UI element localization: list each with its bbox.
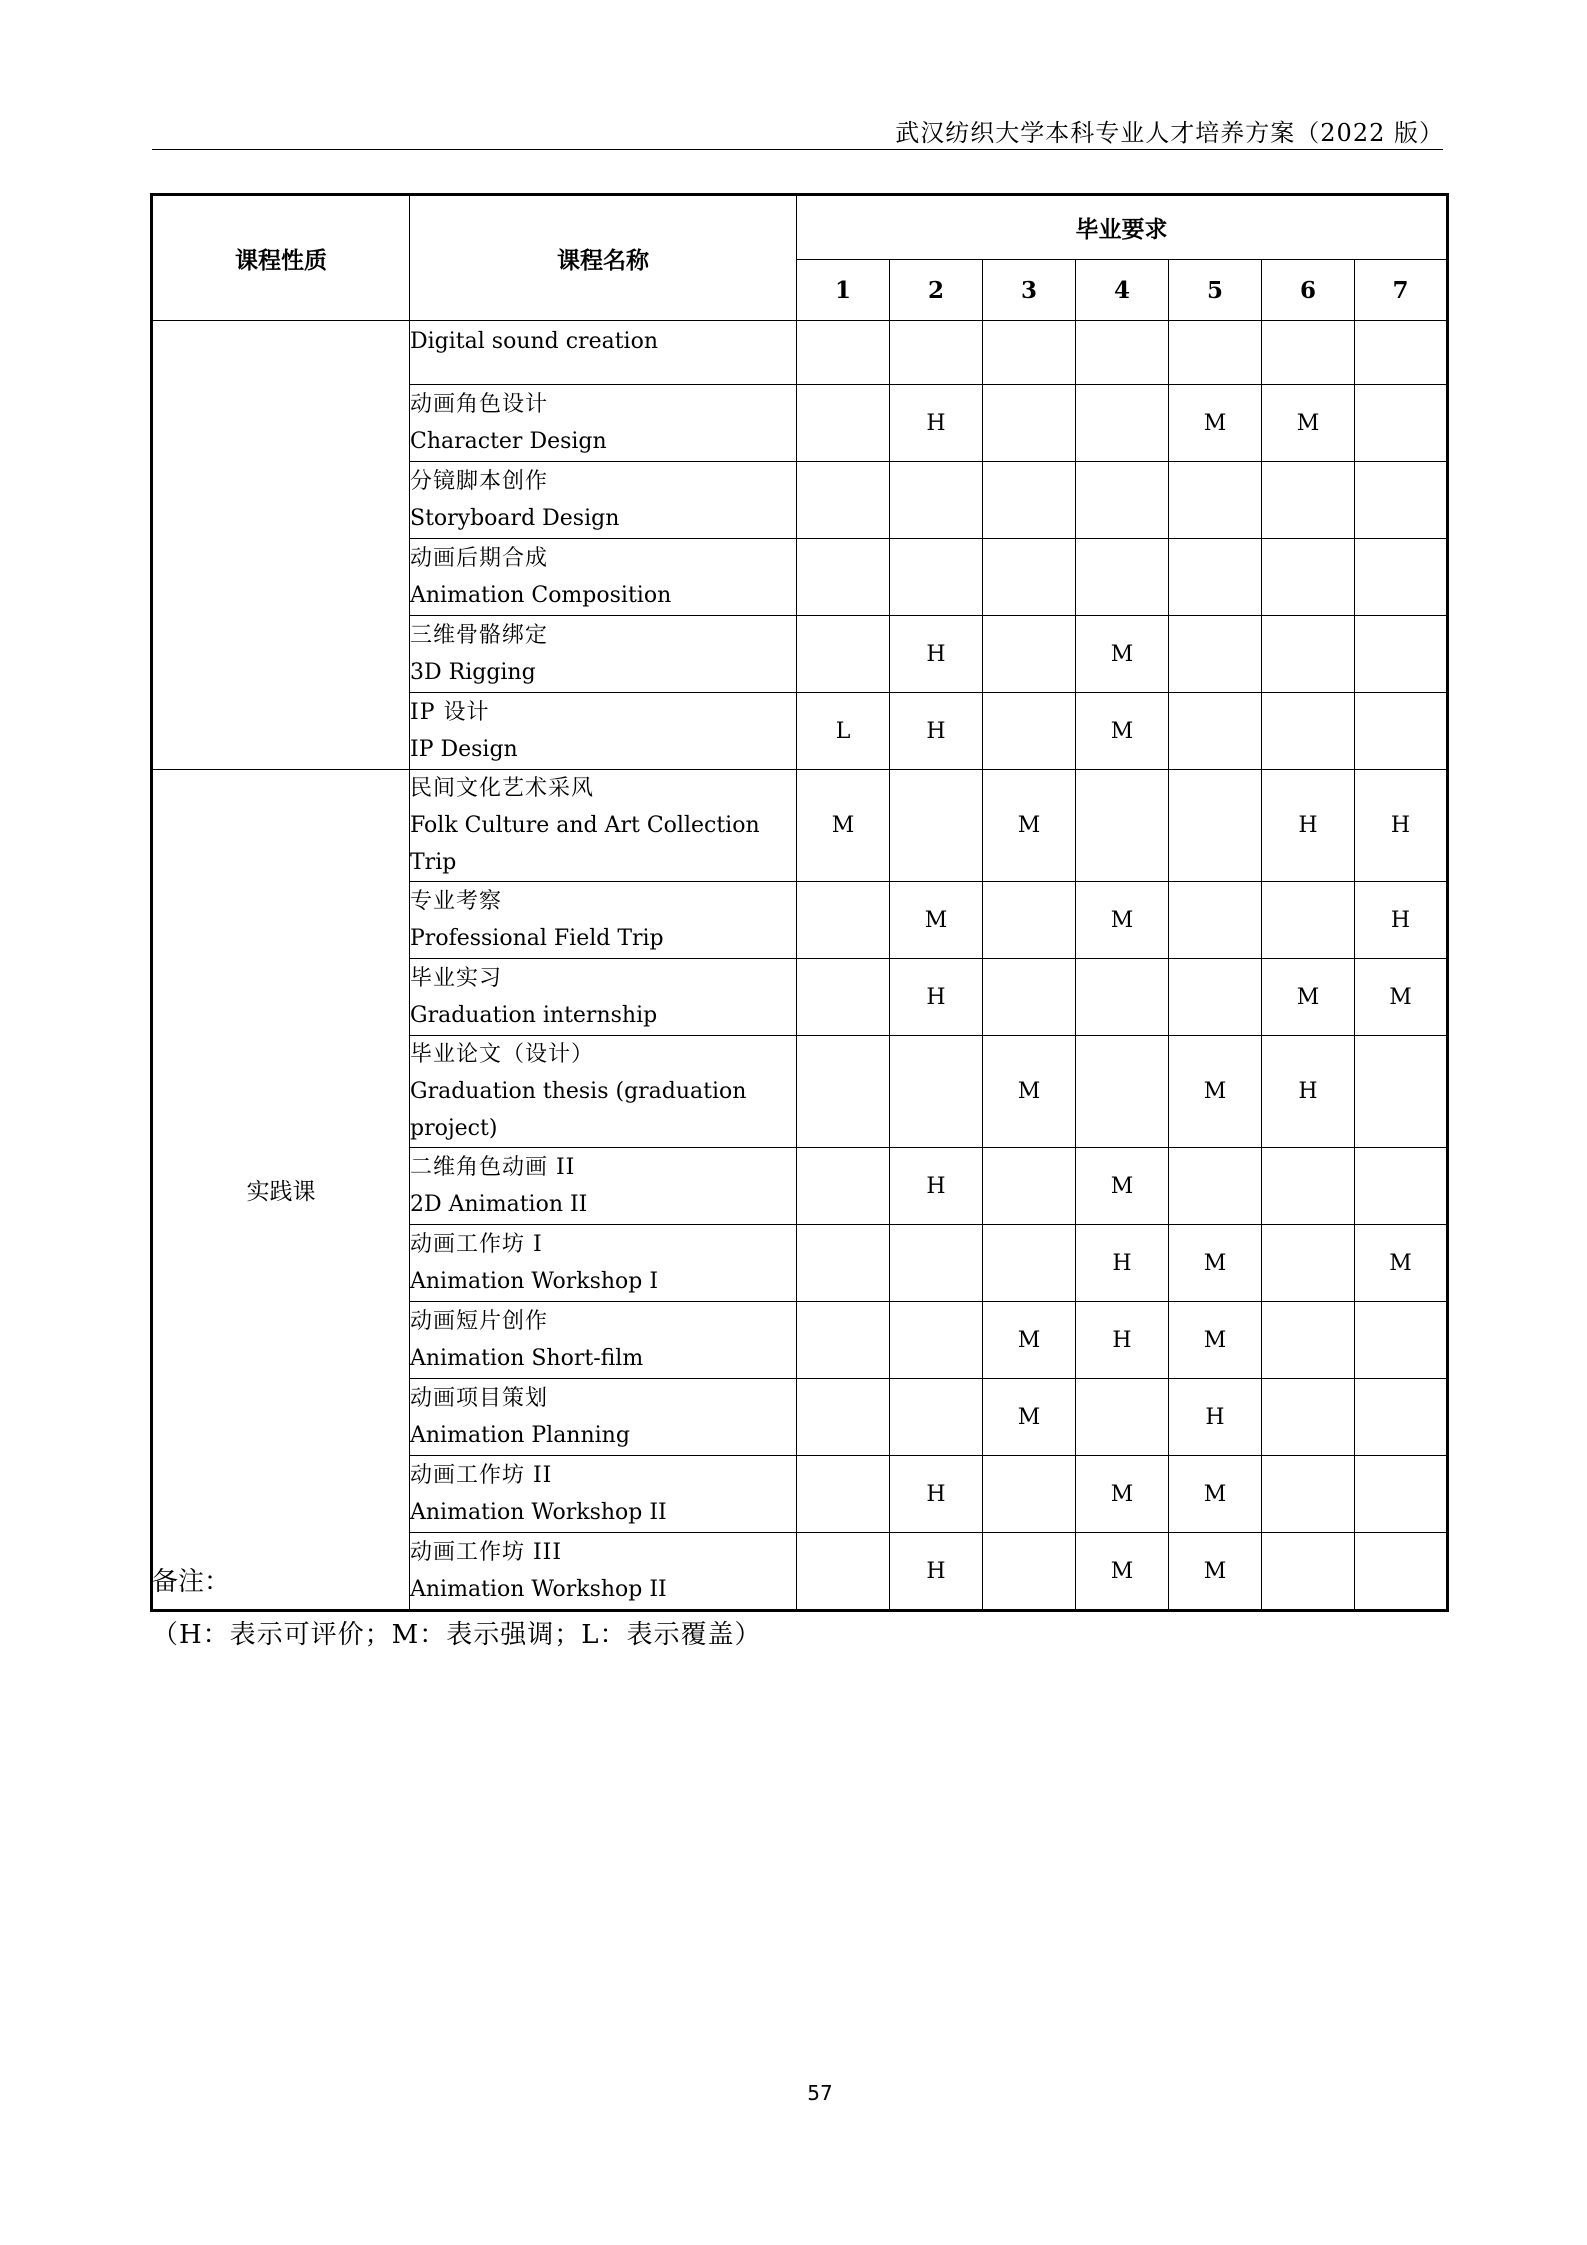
requirement-level-cell: M <box>1262 385 1355 462</box>
requirement-level-cell <box>1355 539 1448 616</box>
course-name-en: Animation Workshop II <box>410 1577 667 1602</box>
requirement-level-cell <box>797 462 890 539</box>
course-name-cell <box>410 1456 797 1533</box>
requirement-level-cell <box>983 1225 1076 1302</box>
requirement-level-cell <box>890 770 983 882</box>
course-name-cell <box>410 1225 797 1302</box>
course-name-cell <box>410 770 797 882</box>
requirement-level-cell: M <box>1169 1225 1262 1302</box>
requirement-level-cell: M <box>1076 1148 1169 1225</box>
requirement-level-cell: M <box>1169 1533 1262 1611</box>
course-name-en: Animation Short-film <box>410 1346 644 1371</box>
requirement-level-cell <box>797 1148 890 1225</box>
course-name-cell <box>410 1036 797 1148</box>
requirement-level-cell <box>1355 693 1448 770</box>
requirement-level-cell <box>1076 539 1169 616</box>
course-name-en: Graduation thesis (graduation project) <box>410 1079 747 1141</box>
requirement-level-cell <box>1076 321 1169 385</box>
requirement-level-cell <box>797 1225 890 1302</box>
course-name-cell <box>410 385 797 462</box>
requirement-level-cell: M <box>983 770 1076 882</box>
requirement-level-cell <box>1355 1302 1448 1379</box>
requirement-level-cell <box>1355 385 1448 462</box>
course-name-cell <box>410 959 797 1036</box>
requirement-level-cell <box>1262 1225 1355 1302</box>
course-name-en: Storyboard Design <box>410 506 620 531</box>
requirement-level-cell <box>983 1456 1076 1533</box>
requirement-level-cell <box>1355 321 1448 385</box>
requirement-level-cell <box>890 1225 983 1302</box>
requirement-level-cell: H <box>890 1533 983 1611</box>
course-name-zh: 动画后期合成 <box>410 546 549 571</box>
course-name-zh: 动画工作坊 II <box>410 1463 553 1488</box>
requirement-level-cell <box>890 321 983 385</box>
requirement-level-cell <box>1355 1456 1448 1533</box>
requirement-level-cell <box>983 882 1076 959</box>
course-name-zh: IP 设计 <box>410 700 490 725</box>
requirement-number: 1 <box>797 260 890 321</box>
requirement-level-cell: M <box>1169 1302 1262 1379</box>
requirement-level-cell <box>1262 1456 1355 1533</box>
requirement-level-cell <box>983 1148 1076 1225</box>
course-name-zh: 动画项目策划 <box>410 1386 549 1411</box>
course-name-zh: 动画短片创作 <box>410 1309 549 1334</box>
requirement-level-cell: M <box>1076 1456 1169 1533</box>
requirement-level-cell <box>797 1456 890 1533</box>
requirement-level-cell: M <box>983 1379 1076 1456</box>
course-name-cell <box>410 1379 797 1456</box>
requirement-level-cell: H <box>1076 1302 1169 1379</box>
course-name-en: Digital sound creation <box>410 329 658 354</box>
requirement-level-cell <box>1076 770 1169 882</box>
requirement-level-cell: H <box>1076 1225 1169 1302</box>
course-name-en: Graduation internship <box>410 1003 658 1028</box>
course-name-cell <box>410 693 797 770</box>
requirement-level-cell <box>1262 1302 1355 1379</box>
requirement-level-cell: M <box>1169 385 1262 462</box>
requirement-level-cell <box>1262 321 1355 385</box>
requirement-level-cell: H <box>1169 1379 1262 1456</box>
requirement-level-cell: M <box>983 1036 1076 1148</box>
requirement-number: 3 <box>983 260 1076 321</box>
requirement-level-cell <box>1262 616 1355 693</box>
requirement-level-cell <box>1262 539 1355 616</box>
requirement-level-cell: H <box>1262 770 1355 882</box>
requirement-number: 7 <box>1355 260 1448 321</box>
requirement-level-cell <box>1262 882 1355 959</box>
requirement-level-cell: M <box>1076 693 1169 770</box>
requirement-level-cell <box>1355 462 1448 539</box>
requirement-level-cell: M <box>1076 616 1169 693</box>
course-name-en: 3D Rigging <box>410 660 536 685</box>
requirement-level-cell <box>983 1533 1076 1611</box>
course-name-zh: 专业考察 <box>410 889 503 914</box>
course-name-zh: 动画工作坊 I <box>410 1232 543 1257</box>
requirement-level-cell <box>983 321 1076 385</box>
course-name-en: IP Design <box>410 737 518 762</box>
course-name-en: 2D Animation II <box>410 1192 588 1217</box>
requirement-level-cell <box>797 1533 890 1611</box>
course-name-cell <box>410 321 797 385</box>
course-name-en: Character Design <box>410 429 607 454</box>
requirement-level-cell <box>1169 959 1262 1036</box>
requirement-level-cell <box>797 1379 890 1456</box>
requirement-number: 5 <box>1169 260 1262 321</box>
requirement-level-cell: H <box>890 385 983 462</box>
table-row <box>152 321 1448 385</box>
requirement-level-cell: H <box>890 1456 983 1533</box>
course-name-cell <box>410 539 797 616</box>
header-course-category: 课程性质 <box>152 195 410 321</box>
graduation-requirements-matrix <box>150 193 1449 1612</box>
requirement-level-cell <box>1169 882 1262 959</box>
requirement-level-cell <box>1076 385 1169 462</box>
page-number: 57 <box>807 2081 833 2105</box>
requirement-level-cell <box>1262 1379 1355 1456</box>
table-header-row <box>152 195 1448 260</box>
requirement-level-cell: H <box>890 693 983 770</box>
requirement-level-cell: M <box>1076 882 1169 959</box>
requirement-level-cell <box>983 385 1076 462</box>
requirement-level-cell: M <box>983 1302 1076 1379</box>
page-header-title: 武汉纺织大学本科专业人才培养方案（2022 版） <box>895 119 1444 147</box>
requirement-level-cell: M <box>1355 959 1448 1036</box>
requirement-level-cell <box>1169 693 1262 770</box>
requirement-level-cell <box>1262 1148 1355 1225</box>
header-course-name: 课程名称 <box>410 195 797 321</box>
requirement-level-cell: L <box>797 693 890 770</box>
course-name-cell <box>410 616 797 693</box>
requirement-level-cell <box>1262 462 1355 539</box>
requirement-level-cell <box>1169 539 1262 616</box>
requirement-level-cell: M <box>797 770 890 882</box>
course-name-cell <box>410 1302 797 1379</box>
requirement-level-cell <box>1169 462 1262 539</box>
requirement-level-cell: H <box>1355 882 1448 959</box>
course-name-zh: 动画工作坊 III <box>410 1540 563 1565</box>
requirement-level-cell <box>890 539 983 616</box>
requirement-level-cell <box>983 539 1076 616</box>
requirement-level-cell <box>797 616 890 693</box>
notes-title: 备注： <box>152 1567 231 1597</box>
requirement-level-cell <box>1355 1379 1448 1456</box>
requirement-level-cell <box>1169 1148 1262 1225</box>
requirement-level-cell <box>1169 321 1262 385</box>
course-name-en: Animation Composition <box>410 583 672 608</box>
requirement-level-cell <box>1355 1036 1448 1148</box>
requirement-level-cell <box>1076 1379 1169 1456</box>
requirement-level-cell <box>1355 1148 1448 1225</box>
requirement-number: 2 <box>890 260 983 321</box>
course-name-zh: 二维角色动画 II <box>410 1155 576 1180</box>
requirement-level-cell: M <box>890 882 983 959</box>
requirement-level-cell <box>797 1302 890 1379</box>
requirement-level-cell <box>797 539 890 616</box>
requirement-level-cell <box>1355 616 1448 693</box>
course-name-en: Animation Workshop I <box>410 1269 659 1294</box>
requirement-level-cell <box>983 693 1076 770</box>
requirement-level-cell: H <box>890 1148 983 1225</box>
course-name-zh: 民间文化艺术采风 <box>410 776 595 801</box>
course-name-en: Animation Workshop II <box>410 1500 667 1525</box>
course-name-en: Animation Planning <box>410 1423 630 1448</box>
requirement-level-cell <box>797 385 890 462</box>
table-row <box>152 770 1448 882</box>
course-category-cell: 实践课 <box>152 770 410 1611</box>
requirement-number: 6 <box>1262 260 1355 321</box>
requirement-level-cell <box>1355 1533 1448 1611</box>
header-divider <box>152 149 1443 150</box>
requirement-level-cell <box>890 1036 983 1148</box>
requirement-level-cell <box>1076 959 1169 1036</box>
requirement-level-cell <box>890 1379 983 1456</box>
course-name-en: Folk Culture and Art Collection Trip <box>410 813 760 875</box>
course-name-cell <box>410 1148 797 1225</box>
course-name-cell <box>410 1533 797 1611</box>
requirement-level-cell <box>1076 1036 1169 1148</box>
requirement-level-cell: H <box>1262 1036 1355 1148</box>
requirement-level-cell <box>1262 1533 1355 1611</box>
notes-legend: （H：表示可评价；M：表示强调；L：表示覆盖） <box>152 1620 762 1650</box>
course-name-zh: 毕业实习 <box>410 966 503 991</box>
course-name-zh: 动画角色设计 <box>410 392 549 417</box>
course-name-cell <box>410 462 797 539</box>
header-graduation-requirements: 毕业要求 <box>797 195 1448 260</box>
requirement-level-cell <box>1262 693 1355 770</box>
requirement-level-cell <box>983 462 1076 539</box>
course-name-cell <box>410 882 797 959</box>
requirement-number: 4 <box>1076 260 1169 321</box>
requirement-level-cell: M <box>1262 959 1355 1036</box>
requirement-level-cell: H <box>890 616 983 693</box>
course-name-zh: 三维骨骼绑定 <box>410 623 549 648</box>
course-name-en: Professional Field Trip <box>410 926 664 951</box>
requirement-level-cell <box>890 1302 983 1379</box>
requirement-level-cell: H <box>890 959 983 1036</box>
requirement-level-cell: M <box>1355 1225 1448 1302</box>
requirement-level-cell <box>797 882 890 959</box>
course-category-cell <box>152 321 410 770</box>
requirement-level-cell <box>797 959 890 1036</box>
requirement-level-cell <box>1076 462 1169 539</box>
requirement-level-cell: H <box>1355 770 1448 882</box>
requirement-level-cell: M <box>1169 1456 1262 1533</box>
requirement-level-cell <box>797 321 890 385</box>
requirement-level-cell <box>983 959 1076 1036</box>
requirement-level-cell <box>797 1036 890 1148</box>
requirement-level-cell <box>983 616 1076 693</box>
requirement-level-cell <box>1169 770 1262 882</box>
requirement-level-cell: M <box>1076 1533 1169 1611</box>
requirement-level-cell <box>890 462 983 539</box>
requirement-level-cell <box>1169 616 1262 693</box>
course-name-zh: 分镜脚本创作 <box>410 469 549 494</box>
course-name-zh: 毕业论文（设计） <box>410 1042 595 1067</box>
requirement-level-cell: M <box>1169 1036 1262 1148</box>
